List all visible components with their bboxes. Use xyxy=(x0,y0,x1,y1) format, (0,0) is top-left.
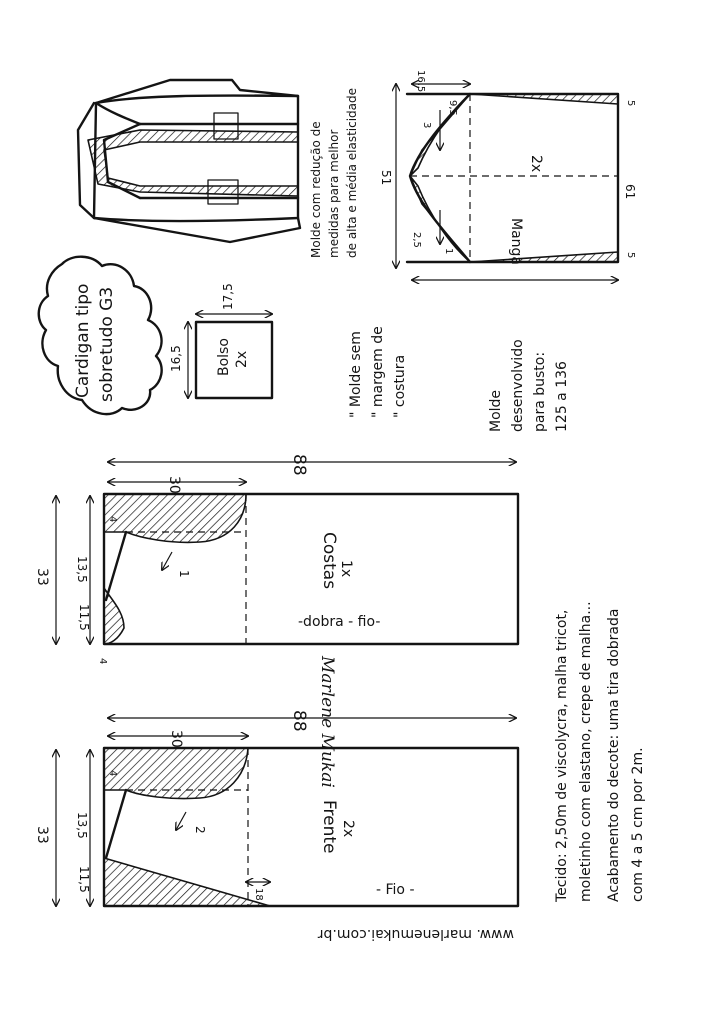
developed-line1: Molde xyxy=(488,389,504,432)
fabric-line3: Acabamento do decote: uma tira dobrada xyxy=(606,608,622,902)
sleeve-cuff-a-dim: 5 xyxy=(625,100,636,107)
pocket-pattern xyxy=(169,283,272,398)
back-a-dim: 4 xyxy=(107,516,118,523)
sleeve-length-dim: 61 xyxy=(623,184,637,200)
sleeve-cap-top-dim: 16,5 xyxy=(415,70,426,93)
developed-note xyxy=(488,339,570,432)
front-pattern xyxy=(34,710,518,906)
pocket-name: Bolso xyxy=(216,338,232,376)
front-name: Frente xyxy=(319,800,339,854)
front-shoulder-dim: 13,5 xyxy=(75,812,89,839)
title-cloud xyxy=(39,257,162,414)
back-b-dim: 4 xyxy=(97,658,108,665)
back-width-dim: 33 xyxy=(34,568,50,586)
front-qty: 2x xyxy=(340,820,356,838)
back-pattern xyxy=(34,454,518,664)
sleeve-cap-a-dim: 9,5 xyxy=(447,100,458,116)
developed-line4: 125 a 136 xyxy=(554,361,570,432)
back-length-dim: 88 xyxy=(289,454,309,476)
fabric-line2: moletinho com elastano, crepe de malha... xyxy=(578,601,594,902)
front-neck-dim: 11,5 xyxy=(77,866,91,893)
sleeve-qty: 2x xyxy=(528,155,544,173)
front-armhole-dim: 30 xyxy=(168,730,184,748)
sleeve-cap-d-dim: 1 xyxy=(443,248,454,255)
back-qty: 1x xyxy=(338,560,354,578)
developed-line3: para busto: xyxy=(532,351,548,432)
back-name: Costas xyxy=(319,532,339,590)
no-margin-line1: " Molde sem xyxy=(348,331,364,418)
sleeve-cap-b-dim: 3 xyxy=(421,122,432,129)
cardigan-illustration xyxy=(78,80,300,242)
no-margin-line2: " margem de xyxy=(370,326,386,418)
no-margin-line3: " costura xyxy=(392,354,408,418)
sleeve-pattern xyxy=(379,70,637,280)
sleeve-width-dim: 51 xyxy=(379,170,393,186)
sleeve-name: Manga xyxy=(508,218,524,265)
back-shoulder-dim: 13,5 xyxy=(75,556,89,583)
title-line1: Cardigan tipo xyxy=(73,283,93,398)
website-url: www. marlenemukai.com.br xyxy=(317,926,514,942)
fabric-line1: Tecido: 2,50m de viscolycra, malha tricot, xyxy=(554,609,570,902)
pocket-width-dim: 16,5 xyxy=(169,345,183,372)
title-line2: sobretudo G3 xyxy=(97,286,117,402)
front-collar-dim: 18 xyxy=(253,888,264,901)
back-neck-dim: 11,5 xyxy=(77,604,91,631)
back-fold-label: -dobra - fio- xyxy=(298,614,381,630)
reduction-note-line2: medidas para melhor xyxy=(327,129,341,258)
front-a-dim: 4 xyxy=(107,770,118,777)
reduction-note xyxy=(309,88,359,258)
reduction-note-line3: de alta e média elasticidade xyxy=(345,87,359,258)
signature: Marlene Mukai xyxy=(317,656,337,788)
pocket-qty: 2x xyxy=(234,350,250,368)
front-length-dim: 88 xyxy=(289,710,309,732)
front-grain-label: - Fio - xyxy=(376,882,415,898)
front-width-dim: 33 xyxy=(34,826,50,844)
fabric-line4: com 4 a 5 cm por 2m. xyxy=(630,747,646,902)
pocket-height-dim: 17,5 xyxy=(221,283,235,310)
no-margin-note xyxy=(348,326,408,418)
reduction-note-line1: Molde com redução de xyxy=(309,121,323,258)
developed-line2: desenvolvido xyxy=(510,339,526,432)
back-c-dim: 1 xyxy=(177,570,191,578)
back-armhole-dim: 30 xyxy=(166,476,182,494)
sleeve-cap-c-dim: 2,5 xyxy=(411,232,422,248)
front-c-dim: 2 xyxy=(193,826,207,834)
fabric-note xyxy=(554,601,646,903)
sleeve-cuff-b-dim: 5 xyxy=(625,252,636,259)
